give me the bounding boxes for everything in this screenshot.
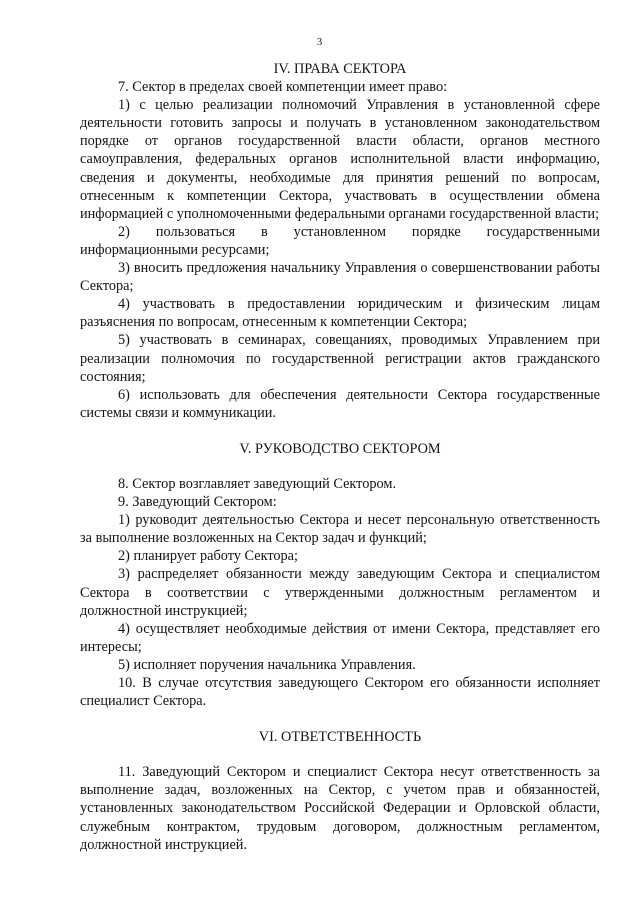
section-heading-management: V. РУКОВОДСТВО СЕКТОРОМ (239, 440, 441, 457)
paragraph: 1) руководит деятельностью Сектора и несет персональную ответственность за выполнение возложенных на Сектор задач и функций; (80, 512, 600, 547)
paragraph: 4) осуществляет необходимые действия от имени Сектора, представляет его интересы; (80, 620, 600, 655)
paragraph: 2) пользоваться в установленном порядке государственными информационными ресурсами; (80, 223, 600, 258)
paragraph: 9. Заведующий Сектором: (118, 494, 277, 511)
section-heading-responsibility: VI. ОТВЕТСТВЕННОСТЬ (258, 729, 422, 746)
paragraph: 3) распределяет обязанности между заведующим Сектора и специалистом Сектора в соответствии с утвержденными должностным регламентом и должностной инструкцией; (80, 566, 600, 619)
paragraph: 10. В случае отсутствия заведующего Сектором его обязанности исполняет специалист Сектора. (80, 675, 600, 710)
paragraph: 4) участвовать в предоставлении юридическим и физическим лицам разъяснения по вопросам, отнесенным к компетенции Сектора; (80, 296, 600, 331)
paragraph: 5) исполняет поручения начальника Управления. (118, 656, 416, 673)
paragraph: 7. Сектор в пределах своей компетенции имеет право: (118, 79, 448, 96)
paragraph: 8. Сектор возглавляет заведующий Сектором. (118, 475, 397, 492)
section-heading-rights: IV. ПРАВА СЕКТОРА (273, 61, 407, 77)
paragraph: 3) вносить предложения начальнику Управления о совершенствовании работы Сектора; (80, 260, 600, 295)
paragraph: 1) с целью реализации полномочий Управления в установленной сфере деятельности готовить запросы и получать в установленном законодательством порядке от органов государственной власти области, органов местного самоуправления, федеральных органов исполнительной власти информацию, сведения и документы, необходимые для принятия решений по вопросам, отнесенным к компетенции Сектора, участвовать в осуществлении обмена информацией с уполномоченными федеральными органами государственной власти; (80, 97, 600, 222)
paragraph: 11. Заведующий Сектором и специалист Сектора несут ответственность за выполнение задач, возложенных на Сектор, с учетом прав и обязанностей, установленных законодательством Российской Федерации и Орловской области, служебным контрактом, трудовым договором, должностным регламентом, должностной инструкцией. (80, 764, 600, 853)
page-number: 3 (316, 36, 323, 48)
paragraph: 5) участвовать в семинарах, совещаниях, проводимых Управлением при реализации полномочия по государственной регистрации актов гражданского состояния; (80, 332, 600, 385)
document-body (80, 60, 600, 854)
paragraph: 6) использовать для обеспечения деятельности Сектора государственные системы связи и коммуникации. (80, 386, 600, 421)
paragraph: 2) планирует работу Сектора; (118, 548, 299, 565)
